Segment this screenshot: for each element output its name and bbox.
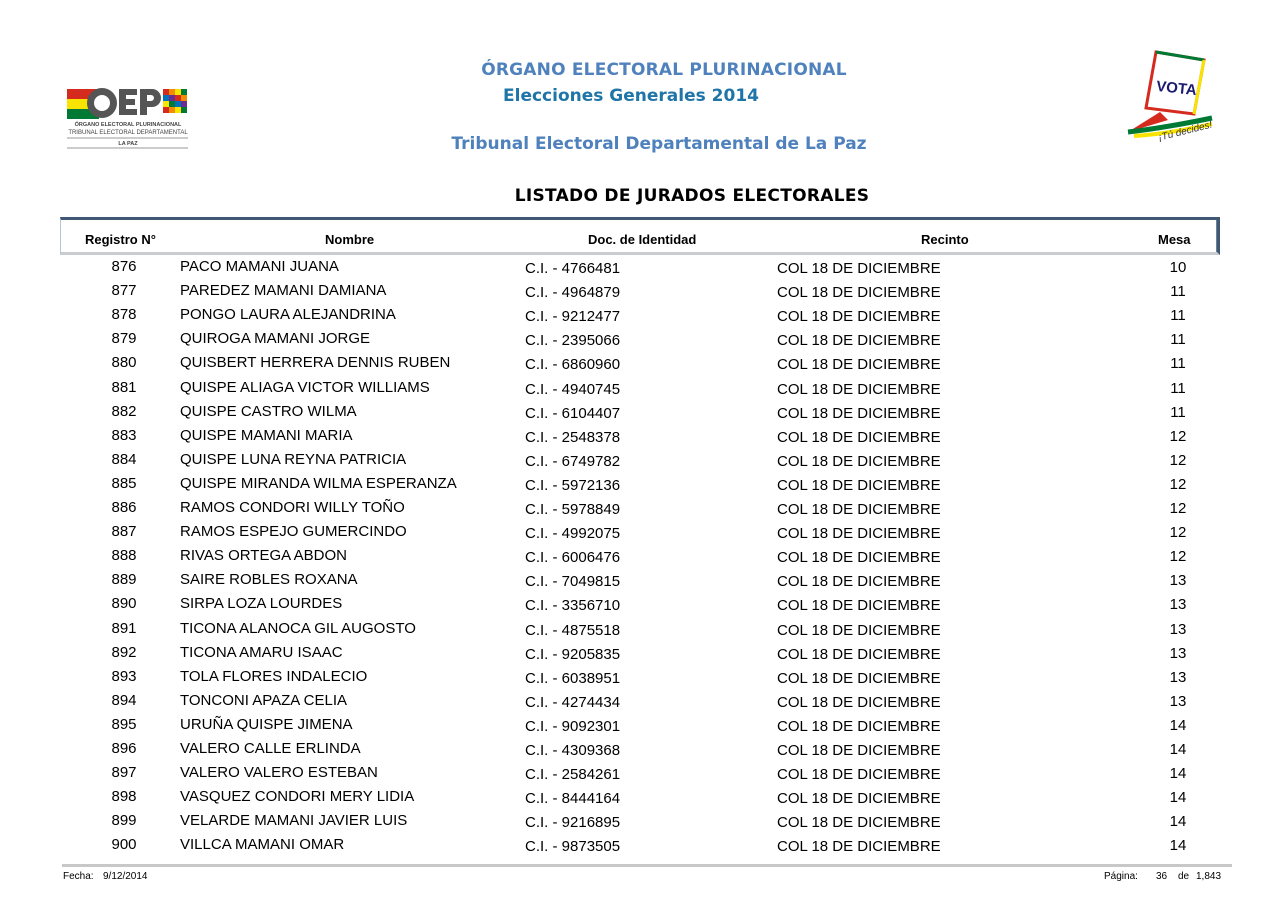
row-mesa: 11: [1170, 307, 1186, 325]
row-nombre: QUISBERT HERRERA DENNIS RUBEN: [180, 354, 451, 372]
footer-date: 9/12/2014: [103, 871, 148, 882]
row-mesa: 13: [1169, 620, 1187, 638]
row-recinto: COL 18 DE DICIEMBRE: [777, 597, 941, 615]
row-doc: C.I. - 4964879: [525, 284, 621, 302]
row-registro: 900: [111, 836, 137, 854]
row-mesa: 11: [1170, 355, 1186, 373]
row-registro: 883: [111, 426, 137, 444]
row-doc: C.I. - 6038951: [525, 669, 621, 687]
footer-total: 1,843: [1196, 871, 1221, 882]
row-registro: 878: [111, 306, 137, 324]
row-recinto: COL 18 DE DICIEMBRE: [777, 356, 941, 374]
row-mesa: 14: [1169, 837, 1187, 855]
row-nombre: VILLCA MAMANI OMAR: [180, 836, 345, 854]
row-mesa: 14: [1169, 765, 1187, 783]
row-doc: C.I. - 6006476: [525, 549, 621, 567]
row-registro: 898: [111, 788, 137, 806]
row-mesa: 14: [1169, 716, 1187, 734]
row-doc: C.I. - 3356710: [525, 597, 621, 615]
row-recinto: COL 18 DE DICIEMBRE: [777, 284, 941, 302]
row-nombre: VELARDE MAMANI JAVIER LUIS: [180, 812, 408, 830]
row-registro: 881: [111, 378, 137, 396]
row-nombre: TICONA AMARU ISAAC: [180, 643, 343, 661]
row-doc: C.I. - 5978849: [525, 501, 621, 518]
col-nombre: Nombre: [325, 232, 375, 247]
row-mesa: 14: [1169, 813, 1187, 831]
row-doc: C.I. - 2548378: [525, 428, 621, 446]
table-row: [0, 812, 1280, 836]
row-nombre: RAMOS ESPEJO GUMERCINDO: [180, 523, 407, 541]
row-registro: 897: [111, 764, 137, 782]
footer-divider: [62, 864, 1232, 867]
row-mesa: 11: [1170, 283, 1186, 301]
row-registro: 896: [111, 740, 137, 757]
row-registro: 876: [111, 258, 137, 275]
row-nombre: QUISPE MAMANI MARIA: [180, 426, 353, 444]
row-recinto: COL 18 DE DICIEMBRE: [777, 452, 941, 470]
row-nombre: VALERO CALLE ERLINDA: [180, 740, 361, 757]
election-title: Elecciones Generales 2014: [503, 86, 759, 106]
col-mesa: Mesa: [1158, 232, 1191, 247]
row-registro: 888: [111, 547, 137, 565]
table-row: [0, 379, 1280, 403]
row-doc: C.I. - 4766481: [525, 260, 621, 277]
table-row: [0, 644, 1280, 668]
row-mesa: 14: [1169, 789, 1187, 807]
row-recinto: COL 18 DE DICIEMBRE: [777, 380, 941, 398]
row-mesa: 12: [1169, 500, 1187, 517]
vota-slogan: ¡Tú decides!: [1157, 119, 1214, 144]
row-mesa: 12: [1169, 524, 1187, 542]
table-row: [0, 547, 1280, 571]
col-doc: Doc. de Identidad: [588, 232, 697, 247]
row-nombre: QUISPE LUNA REYNA PATRICIA: [180, 450, 407, 468]
row-doc: C.I. - 4875518: [525, 621, 621, 639]
table-row: [0, 475, 1280, 499]
row-doc: C.I. - 4309368: [525, 742, 621, 759]
row-doc: C.I. - 7049815: [525, 573, 621, 591]
row-mesa: 11: [1170, 403, 1186, 421]
row-nombre: URUÑA QUISPE JIMENA: [180, 715, 353, 733]
row-doc: C.I. - 4274434: [525, 693, 621, 711]
row-registro: 879: [111, 330, 137, 348]
table-row: [0, 571, 1280, 595]
logo-line3: LA PAZ: [118, 141, 138, 147]
table-row: [0, 523, 1280, 547]
row-nombre: SIRPA LOZA LOURDES: [180, 595, 343, 613]
table-row: [0, 764, 1280, 788]
row-nombre: QUISPE ALIAGA VICTOR WILLIAMS: [180, 378, 430, 396]
row-recinto: COL 18 DE DICIEMBRE: [777, 838, 941, 856]
table-row: [0, 788, 1280, 812]
table-row: [0, 499, 1280, 523]
row-mesa: 12: [1169, 475, 1187, 493]
logo-line2: TRIBUNAL ELECTORAL DEPARTAMENTAL: [68, 130, 188, 136]
row-nombre: PAREDEZ MAMANI DAMIANA: [180, 282, 387, 300]
row-registro: 893: [111, 667, 137, 685]
row-registro: 890: [111, 595, 137, 613]
row-recinto: COL 18 DE DICIEMBRE: [777, 742, 941, 759]
row-recinto: COL 18 DE DICIEMBRE: [777, 766, 941, 784]
row-registro: 889: [111, 571, 137, 589]
row-recinto: COL 18 DE DICIEMBRE: [777, 260, 941, 277]
row-mesa: 11: [1170, 331, 1186, 349]
row-mesa: 13: [1169, 668, 1187, 686]
row-doc: C.I. - 6860960: [525, 356, 621, 374]
row-recinto: COL 18 DE DICIEMBRE: [777, 501, 941, 518]
table-row: [0, 258, 1280, 282]
tribunal-title: Tribunal Electoral Departamental de La Paz: [451, 134, 867, 154]
footer-of-label: de: [1178, 871, 1190, 882]
row-registro: 892: [111, 643, 137, 661]
logo-line1: ÓRGANO ELECTORAL PLURINACIONAL: [74, 122, 182, 128]
vota-word: VOTA: [1155, 77, 1198, 100]
row-nombre: VALERO VALERO ESTEBAN: [180, 764, 378, 782]
row-doc: C.I. - 9205835: [525, 645, 621, 663]
row-recinto: COL 18 DE DICIEMBRE: [777, 621, 941, 639]
row-mesa: 10: [1169, 259, 1187, 276]
footer-page-label: Página:: [1104, 871, 1138, 882]
row-registro: 891: [111, 619, 137, 637]
row-mesa: 12: [1169, 427, 1187, 445]
table-row: [0, 668, 1280, 692]
row-recinto: COL 18 DE DICIEMBRE: [777, 573, 941, 591]
row-doc: C.I. - 9216895: [525, 814, 621, 832]
table-row: [0, 403, 1280, 427]
row-mesa: 13: [1169, 692, 1187, 710]
row-recinto: COL 18 DE DICIEMBRE: [777, 669, 941, 687]
page-title: LISTADO DE JURADOS ELECTORALES: [514, 186, 870, 206]
row-doc: C.I. - 9873505: [525, 838, 621, 856]
table-row: [0, 330, 1280, 354]
row-doc: C.I. - 8444164: [525, 790, 621, 808]
row-registro: 899: [111, 812, 137, 830]
row-doc: C.I. - 9092301: [525, 717, 621, 735]
table-row: [0, 306, 1280, 330]
table-row: [0, 716, 1280, 740]
table-row: [0, 836, 1280, 860]
row-mesa: 11: [1170, 379, 1186, 397]
row-doc: C.I. - 5972136: [525, 476, 621, 494]
row-recinto: COL 18 DE DICIEMBRE: [777, 717, 941, 735]
col-registro: Registro N°: [85, 232, 156, 247]
row-registro: 882: [111, 402, 137, 420]
row-nombre: QUISPE CASTRO WILMA: [180, 402, 357, 420]
row-doc: C.I. - 2584261: [525, 766, 621, 784]
row-nombre: VASQUEZ CONDORI MERY LIDIA: [180, 788, 415, 806]
row-nombre: PACO MAMANI JUANA: [180, 258, 339, 275]
row-registro: 884: [111, 450, 137, 468]
row-recinto: COL 18 DE DICIEMBRE: [777, 428, 941, 446]
row-recinto: COL 18 DE DICIEMBRE: [777, 645, 941, 663]
row-nombre: QUIROGA MAMANI JORGE: [180, 330, 371, 348]
row-nombre: PONGO LAURA ALEJANDRINA: [180, 306, 396, 324]
table-row: [0, 692, 1280, 716]
row-recinto: COL 18 DE DICIEMBRE: [777, 790, 941, 808]
row-recinto: COL 18 DE DICIEMBRE: [777, 814, 941, 832]
row-recinto: COL 18 DE DICIEMBRE: [777, 525, 941, 543]
row-mesa: 12: [1169, 451, 1187, 469]
row-mesa: 14: [1169, 741, 1187, 758]
row-nombre: TOLA FLORES INDALECIO: [180, 667, 368, 685]
row-mesa: 13: [1169, 572, 1187, 590]
row-nombre: TONCONI APAZA CELIA: [180, 691, 347, 709]
row-recinto: COL 18 DE DICIEMBRE: [777, 332, 941, 350]
row-nombre: SAIRE ROBLES ROXANA: [180, 571, 358, 589]
table-row: [0, 620, 1280, 644]
org-title: ÓRGANO ELECTORAL PLURINACIONAL: [481, 60, 847, 80]
table-row: [0, 451, 1280, 475]
row-registro: 886: [111, 499, 137, 516]
footer-date-label: Fecha:: [63, 871, 94, 882]
row-doc: C.I. - 6749782: [525, 452, 621, 470]
table-row: [0, 740, 1280, 764]
row-recinto: COL 18 DE DICIEMBRE: [777, 549, 941, 567]
row-doc: C.I. - 9212477: [525, 308, 621, 326]
row-doc: C.I. - 4992075: [525, 525, 621, 543]
table-row: [0, 282, 1280, 306]
row-registro: 895: [111, 715, 137, 733]
row-registro: 887: [111, 523, 137, 541]
footer-page: 36: [1156, 871, 1168, 882]
row-registro: 885: [111, 474, 137, 492]
table-row: [0, 354, 1280, 378]
row-mesa: 13: [1169, 596, 1187, 614]
row-nombre: RAMOS CONDORI WILLY TOÑO: [180, 499, 405, 516]
table-row: [0, 595, 1280, 619]
row-mesa: 13: [1169, 644, 1187, 662]
table-row: [0, 427, 1280, 451]
col-recinto: Recinto: [921, 232, 969, 247]
row-recinto: COL 18 DE DICIEMBRE: [777, 476, 941, 494]
table-header: [60, 217, 1220, 255]
row-recinto: COL 18 DE DICIEMBRE: [777, 693, 941, 711]
row-mesa: 12: [1169, 548, 1187, 566]
row-nombre: RIVAS ORTEGA ABDON: [180, 547, 347, 565]
row-doc: C.I. - 2395066: [525, 332, 621, 350]
row-registro: 877: [111, 282, 137, 300]
row-nombre: QUISPE MIRANDA WILMA ESPERANZA: [180, 474, 457, 492]
row-recinto: COL 18 DE DICIEMBRE: [777, 404, 941, 422]
row-doc: C.I. - 4940745: [525, 380, 621, 398]
row-registro: 894: [111, 691, 137, 709]
row-nombre: TICONA ALANOCA GIL AUGOSTO: [180, 619, 416, 637]
row-registro: 880: [111, 354, 137, 372]
row-recinto: COL 18 DE DICIEMBRE: [777, 308, 941, 326]
row-doc: C.I. - 6104407: [525, 404, 621, 422]
